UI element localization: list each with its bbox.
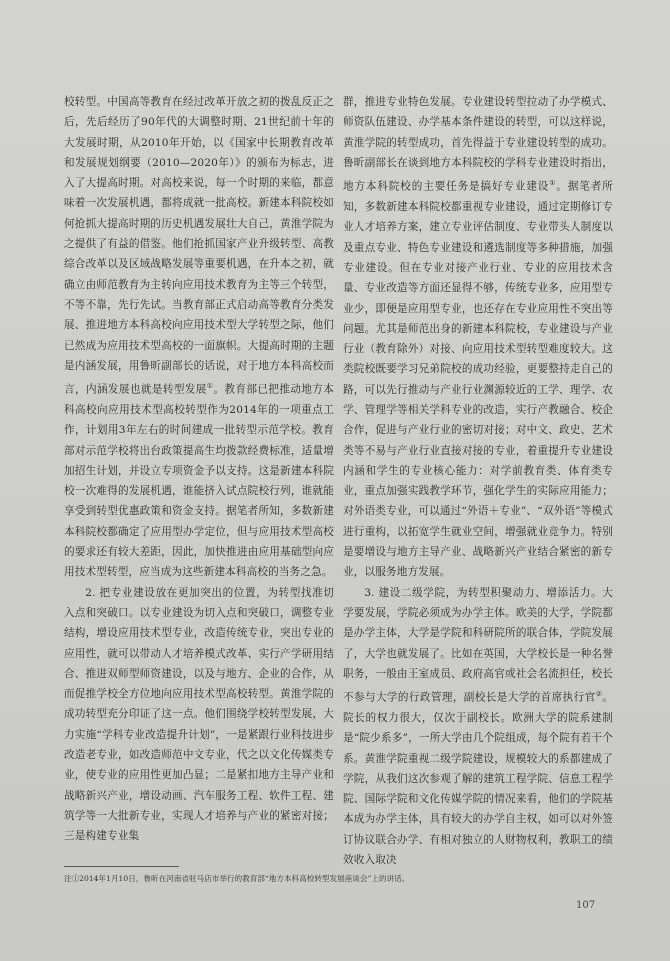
right-column xyxy=(343,92,613,870)
footnote-ref: ① xyxy=(549,179,557,188)
footnote: 注①2014年1月10日，鲁昕在河南省驻马店市举行的教育部“地方本科高校转型发展座谈会”上的讲话。 xyxy=(64,874,410,883)
paragraph-major-construction: 2. 把专业建设放在更加突出的位置，为转型找准切入点和突破口。以专业建设为切入点和突破口，调整专业结构，增设应用技术型专业，改造传统专业，突出专业的应用性，就可以带动人才培养模式改革、实行产学研用结合、推进双师型师资建设，以及与地方、企业的合作，从而促推学校全方位地向应用技术型高校转型。黄淮学院的成功转型充分印证了这一点。他们围绕学校转型发展，大力实施“学科专业改造提升计划”，一是紧跟行业科技进步改造老专业，如改造师范中文专业，代之以文化传媒类专业，使专业的应用性更加凸显；二是紧扣地方主导产业和战略新兴产业，增设动画、汽车服务工程、软件工程、建筑学等一大批新专业，实现人才培养与产业的紧密对接；三是构建专业集 xyxy=(64,586,334,843)
footnote-divider xyxy=(64,866,179,867)
footnote-ref: ① xyxy=(206,382,214,391)
paragraph-major-clusters: 群，推进专业特色发展。专业建设转型拉动了办学模式、师资队伍建设、办学基本条件建设的转型，可以这样说，黄淮学院的转型成功，首先得益于专业建设转型的成功。鲁昕副部长在谈到地方本科院校的学科专业建设时指出，地方本科院校的主要任务是搞好专业建设①。据笔者所知，多数新建本科院校都重视专业建设，通过定期修订专业人才培养方案，建立专业评估制度、专业带头人制度以及重点专业、特色专业建设和遴选制度等多种措施，加强专业建设。但在专业对接产业行业、专业的应用技术含量、专业改造等方面还显得不够，传统专业多，应用型专业少，即便是应用型专业，也还存在专业应用性不突出等问题。尤其是师范出身的新建本科院校，专业建设与产业行业（教育除外）对接、向应用技术型转型难度较大。这类院校既要学习兄弟院校的成功经验，更要整持走自己的路，可以先行推动与产业行业渊源较近的工学、理学、农学、管理学等相关学科专业的改造，实行产教融合、校企合作，促进与产业行业的密切对接；对中文、政史、艺术类等不易与产业行业直接对接的专业，着重提升专业建设内涵和学生的专业核心能力：对学前教育类、体育类专业，重点加强实践教学环节，强化学生的实际应用能力；对外语类专业，可以通过“外语＋专业”、“双外语”等模式进行重构，以拓宽学生就业空间，增强就业竞争力。特别是要增设与地方主导产业、战略新兴产业结合紧密的新专业，以服务地方发展。 xyxy=(343,96,614,579)
paragraph-secondary-colleges: 3. 建设二级学院，为转型积聚动力、增添活力。大学要发展，学院必须成为办学主体。欧美的大学，学院都是办学主体，大学是学院和科研院所的联合体，学院发展了，大学也就发展了。比如在英国，大学校长是一种名誉职务，一般由王室成员、政府高官或社会名流担任，校长不参与大学的行政管理，副校长是大学的首席执行官②。院长的权力很大，仅次于副校长。欧洲大学的院系建制是“院少系多”，一所大学由几个院组成，每个院有若干个系。黄淮学院重视二级学院建设，规模较大的系都建成了学院，从我们这次参观了解的建筑工程学院、信息工程学院、国际学院和文化传媒学院的情况来看，他们的学院基本成为办学主体，具有较大的办学自主权，如可以对外签订协议联合办学、有相对独立的人财物权利，教职工的绩效收入取决 xyxy=(343,586,613,867)
footnote-ref: ② xyxy=(595,690,603,699)
paragraph-transition-period: 校转型。中国高等教育在经过改革开放之初的拨乱反正之后，先后经历了90年代的大调整时期、21世纪前十年的大发展时期，从2010年开始，以《国家中长期教育改革和发展规划纲要（2010—2020年）》的颁布为标志，进入了大提高时期。对高校来说，每一个时期的来临，都意味着一次发展机遇，都将成就一批高校。新建本科院校如何抢抓大提高时期的历史机遇发展壮大自己，黄淮学院为之提供了有益的借鉴。他们抢抓国家产业升级转型、高教综合改革以及区域战略发展等重要机遇，在升本之初，就确立由师范教育为主转向应用技术教育为主等三个转型，不等不靠，先行先试。当教育部正式启动高等教育分类发展、推进地方本科高校向应用技术型大学转型之际，他们已然成为应用技术型高校的一面旗帜。大提高时期的主题是内涵发展，用鲁昕副部长的话说，对于地方本科高校而言，内涵发展也就是转型发展①。教育部已把推动地方本科高校向应用技术型高校转型作为2014年的一项重点工作，计划用3年左右的时间建成一批转型示范学校。教育部对示范学校将出台政策提高生均拨款经费标准，适量增加招生计划，并设立专项资金予以支持。这是新建本科院校一次难得的发展机遇，谁能挤入试点院校行列，谁就能享受到转型优惠政策和资金支持。据笔者所知，多数新建本科院校都确定了应用型办学定位，但与应用技术型高校的要求还有较大差距，因此，加快推进由应用基础型向应用技术型转型，应当成为这些新建本科高校的当务之急。 xyxy=(64,96,334,579)
left-column xyxy=(64,92,334,847)
page-number: 107 xyxy=(576,900,596,911)
